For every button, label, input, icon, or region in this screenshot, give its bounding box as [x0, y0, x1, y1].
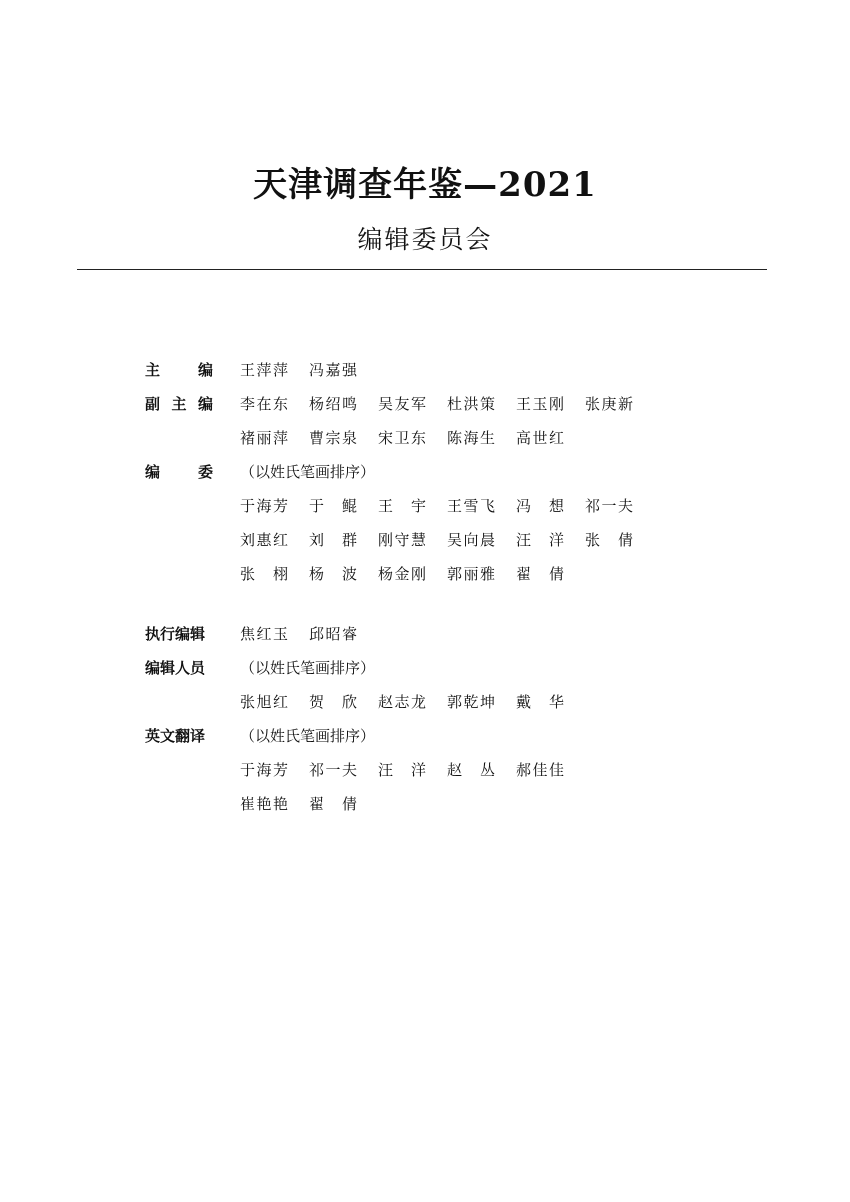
page-header: [0, 160, 850, 258]
translators-row: [145, 719, 705, 753]
members-names-3: [240, 563, 564, 585]
title-divider: [77, 269, 767, 270]
deputy-editors-label: [145, 393, 213, 415]
label-char: 主: [145, 361, 161, 379]
person-name: 于海芳: [240, 497, 288, 515]
person-name: 曹宗泉: [309, 429, 357, 447]
person-name: 张 倩: [585, 531, 633, 549]
executive-editors-names: [240, 623, 357, 645]
members-names-2: [240, 529, 633, 551]
label-char: 编: [145, 463, 161, 481]
editorial-staff-row: [145, 651, 705, 685]
person-name: 郭乾坤: [447, 693, 495, 711]
translators-names-2: [240, 793, 357, 815]
editorial-staff-label: 编辑人员: [145, 659, 206, 677]
person-name: 汪 洋: [516, 531, 564, 549]
person-name: 赵 丛: [447, 761, 495, 779]
person-name: 宋卫东: [378, 429, 426, 447]
label-char: 编: [197, 361, 213, 379]
person-name: 祁一夫: [309, 761, 357, 779]
editorial-staff-row-1: [145, 685, 705, 719]
sort-order-note: （以姓氏笔画排序）: [240, 659, 376, 677]
person-name: 郭丽雅: [447, 565, 495, 583]
person-name: 于海芳: [240, 761, 288, 779]
page-subtitle: 编辑委员会: [357, 225, 493, 254]
members-row-3: [145, 557, 705, 591]
translators-names-1: [240, 759, 564, 781]
chief-editor-names: [240, 359, 357, 381]
person-name: 贺 欣: [309, 693, 357, 711]
person-name: 张旭红: [240, 693, 288, 711]
person-name: 李在东: [240, 395, 288, 413]
person-name: 高世红: [516, 429, 564, 447]
person-name: 邱昭睿: [309, 625, 357, 643]
sort-order-note: （以姓氏笔画排序）: [240, 463, 376, 481]
person-name: 焦红玉: [240, 625, 288, 643]
person-name: 杜洪策: [447, 395, 495, 413]
person-name: 吴向晨: [447, 531, 495, 549]
person-name: 冯 想: [516, 497, 564, 515]
label-char: 编: [197, 395, 213, 413]
sort-order-note: （以姓氏笔画排序）: [240, 727, 376, 745]
person-name: 王雪飞: [447, 497, 495, 515]
executive-editors-label: 执行编辑: [145, 625, 206, 643]
chief-editor-label: [145, 359, 213, 381]
members-row-2: [145, 523, 705, 557]
person-name: 张庚新: [585, 395, 633, 413]
person-name: 褚丽萍: [240, 429, 288, 447]
person-name: 杨绍鸣: [309, 395, 357, 413]
person-name: 赵志龙: [378, 693, 426, 711]
deputy-editors-row-continued: [145, 421, 705, 455]
person-name: 郝佳佳: [516, 761, 564, 779]
person-name: 杨 波: [309, 565, 357, 583]
person-name: 翟 倩: [309, 795, 357, 813]
staff-section: [145, 617, 705, 821]
person-name: 汪 洋: [378, 761, 426, 779]
translators-row-1: [145, 753, 705, 787]
committee-section: [145, 353, 705, 591]
label-char: 委: [197, 463, 213, 481]
person-name: 祁一夫: [585, 497, 633, 515]
person-name: 张 栩: [240, 565, 288, 583]
deputy-editors-names-2: [240, 427, 564, 449]
person-name: 王 宇: [378, 497, 426, 515]
label-char: 副: [145, 395, 161, 413]
person-name: 吴友军: [378, 395, 426, 413]
label-char: 主: [171, 395, 187, 413]
executive-editors-row: [145, 617, 705, 651]
members-label: [145, 461, 213, 483]
editorial-staff-names: [240, 691, 564, 713]
person-name: 于 鲲: [309, 497, 357, 515]
person-name: 崔艳艳: [240, 795, 288, 813]
translators-row-2: [145, 787, 705, 821]
person-name: 陈海生: [447, 429, 495, 447]
members-names-1: [240, 495, 633, 517]
translators-label: 英文翻译: [145, 727, 206, 745]
chief-editor-row: [145, 353, 705, 387]
person-name: 刚守慧: [378, 531, 426, 549]
page-title: 天津调查年鉴—2021: [253, 165, 597, 205]
person-name: 王萍萍: [240, 361, 288, 379]
members-row-1: [145, 489, 705, 523]
person-name: 王玉刚: [516, 395, 564, 413]
person-name: 翟 倩: [516, 565, 564, 583]
deputy-editors-row: [145, 387, 705, 421]
person-name: 戴 华: [516, 693, 564, 711]
person-name: 杨金刚: [378, 565, 426, 583]
members-row: [145, 455, 705, 489]
person-name: 刘惠红: [240, 531, 288, 549]
person-name: 冯嘉强: [309, 361, 357, 379]
deputy-editors-names-1: [240, 393, 633, 415]
person-name: 刘 群: [309, 531, 357, 549]
